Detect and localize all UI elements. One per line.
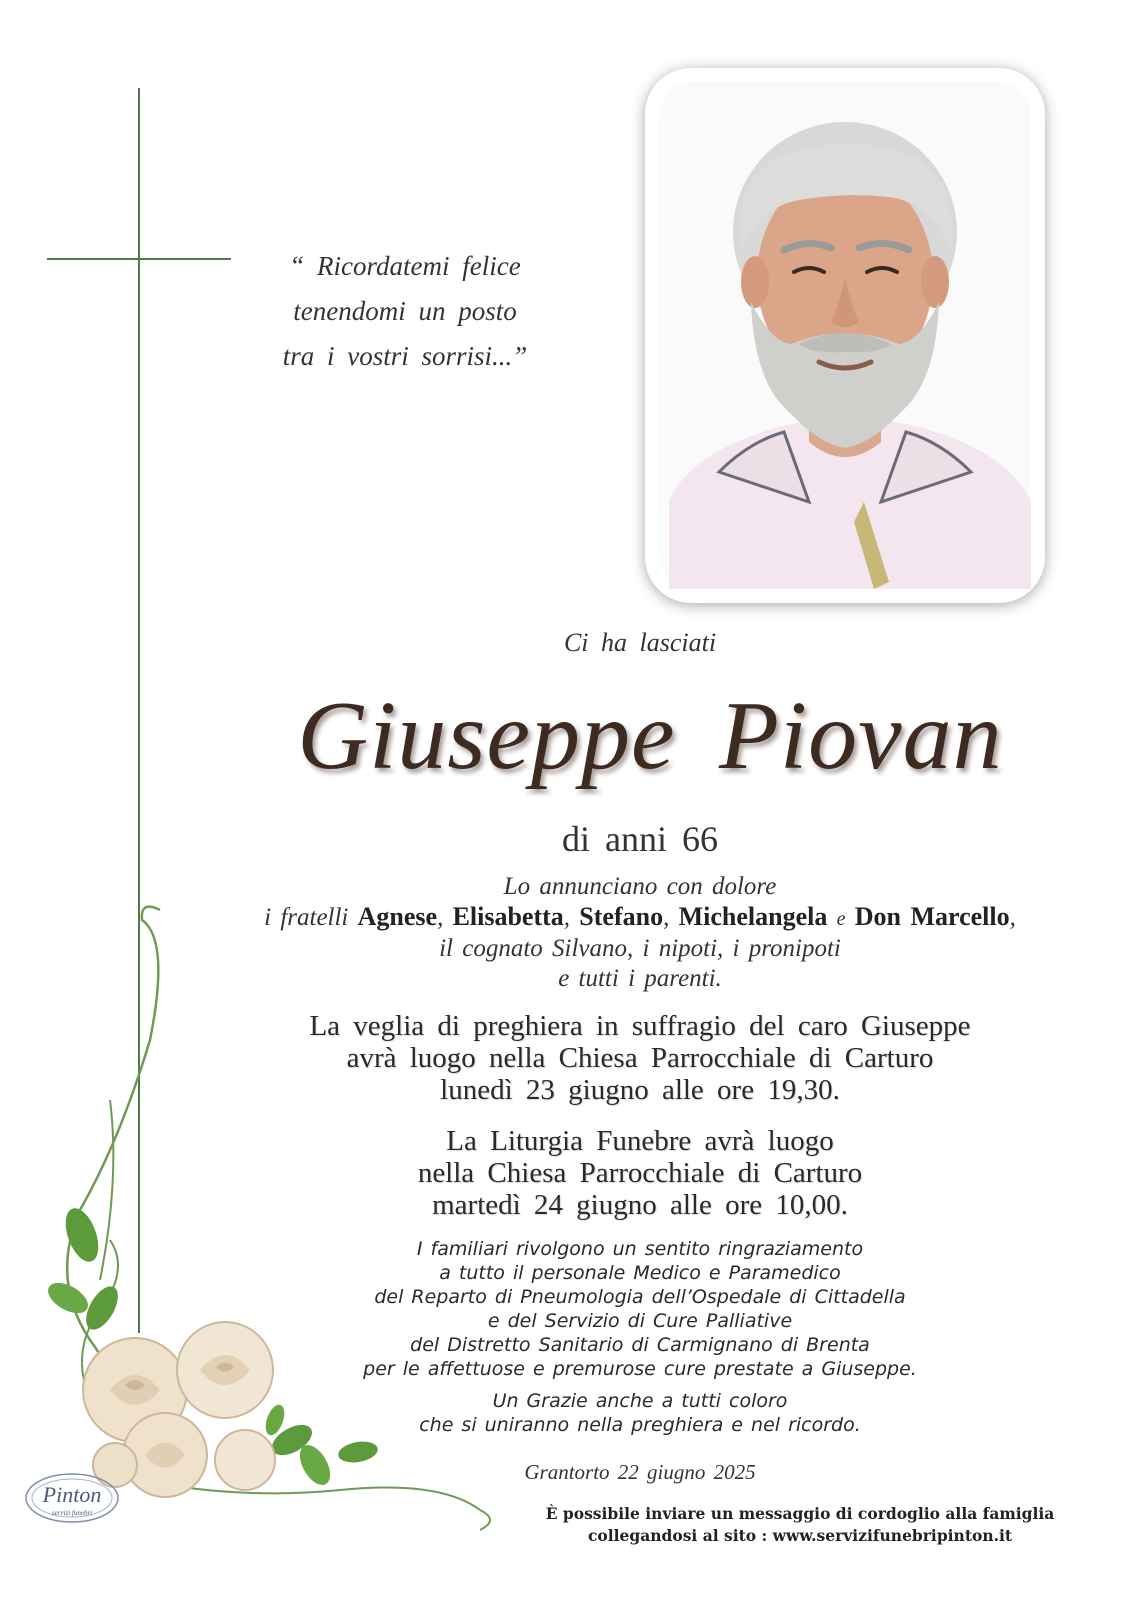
- portrait-illustration: [659, 82, 1031, 589]
- quote: [250, 244, 560, 379]
- funeral-line: La Liturgia Funebre avrà luogo: [446, 1125, 834, 1157]
- logo-name: Pinton: [42, 1482, 102, 1507]
- siblings-conjunction: e: [836, 908, 846, 930]
- place-date: Grantorto 22 giugno 2025: [524, 1460, 756, 1484]
- roses-decoration: [40, 880, 520, 1540]
- thanks-line: Un Grazie anche a tutti coloro: [492, 1390, 788, 1412]
- vigil-line: avrà luogo nella Chiesa Parrocchiale di Carturo: [346, 1042, 934, 1074]
- portrait-photo: [645, 68, 1045, 603]
- announcement-line: e tutti i parenti.: [558, 965, 722, 992]
- sibling-name: Agnese: [357, 902, 438, 931]
- sibling-name: Stefano: [579, 902, 664, 931]
- quote-line: “ Ricordatemi felice: [289, 251, 521, 281]
- vigil-line: La veglia di preghiera in suffragio del caro Giuseppe: [309, 1010, 971, 1042]
- funeral-line: nella Chiesa Parrocchiale di Carturo: [417, 1157, 863, 1189]
- quote-line: tra i vostri sorrisi...”: [282, 341, 528, 371]
- footer-line[interactable]: collegandosi al sito : www.servizifunebripinton.it: [587, 1526, 1013, 1545]
- thanks-line: per le affettuose e premurose cure prestate a Giuseppe.: [363, 1358, 917, 1380]
- announcement-line: Lo annunciano con dolore: [503, 873, 777, 900]
- sibling-name: Michelangela: [678, 902, 828, 931]
- age-text: di anni 66: [562, 819, 718, 859]
- thanks-line: I familiari rivolgono un sentito ringraziamento: [416, 1238, 864, 1260]
- deceased-name: Giuseppe Piovan: [297, 682, 1003, 790]
- quote-line: tenendomi un posto: [293, 296, 517, 326]
- footer-line: È possibile inviare un messaggio di cordoglio alla famiglia: [545, 1504, 1055, 1523]
- thanks-line: che si uniranno nella preghiera e nel ricordo.: [419, 1414, 861, 1436]
- sibling-name: Don Marcello: [854, 902, 1010, 931]
- condolence-footer: [480, 1503, 1120, 1547]
- intro-text: Ci ha lasciati: [563, 628, 717, 657]
- siblings-prefix: i fratelli: [264, 904, 349, 931]
- thanks-line: del Distretto Sanitario di Carmignano di Brenta: [410, 1334, 870, 1356]
- thanks-line: a tutto il personale Medico e Paramedico: [439, 1262, 841, 1284]
- sibling-name: Elisabetta: [452, 902, 564, 931]
- vigil-line: lunedì 23 giugno alle ore 19,30.: [440, 1074, 840, 1106]
- announcement-line: il cognato Silvano, i nipoti, i pronipoti: [439, 935, 841, 962]
- thanks-line: e del Servizio di Cure Palliative: [487, 1310, 793, 1332]
- siblings-line: i fratelli Agnese, Elisabetta, Stefano, Michelangela e Don Marcello,: [264, 902, 1016, 931]
- pinton-logo: [22, 1468, 122, 1530]
- cross-horizontal-line: [47, 258, 231, 260]
- logo-tagline: servizi funebri: [51, 1509, 93, 1517]
- funeral-line: martedì 24 giugno alle ore 10,00.: [432, 1189, 848, 1221]
- thanks-line: del Reparto di Pneumologia dell’Ospedale di Cittadella: [374, 1286, 906, 1308]
